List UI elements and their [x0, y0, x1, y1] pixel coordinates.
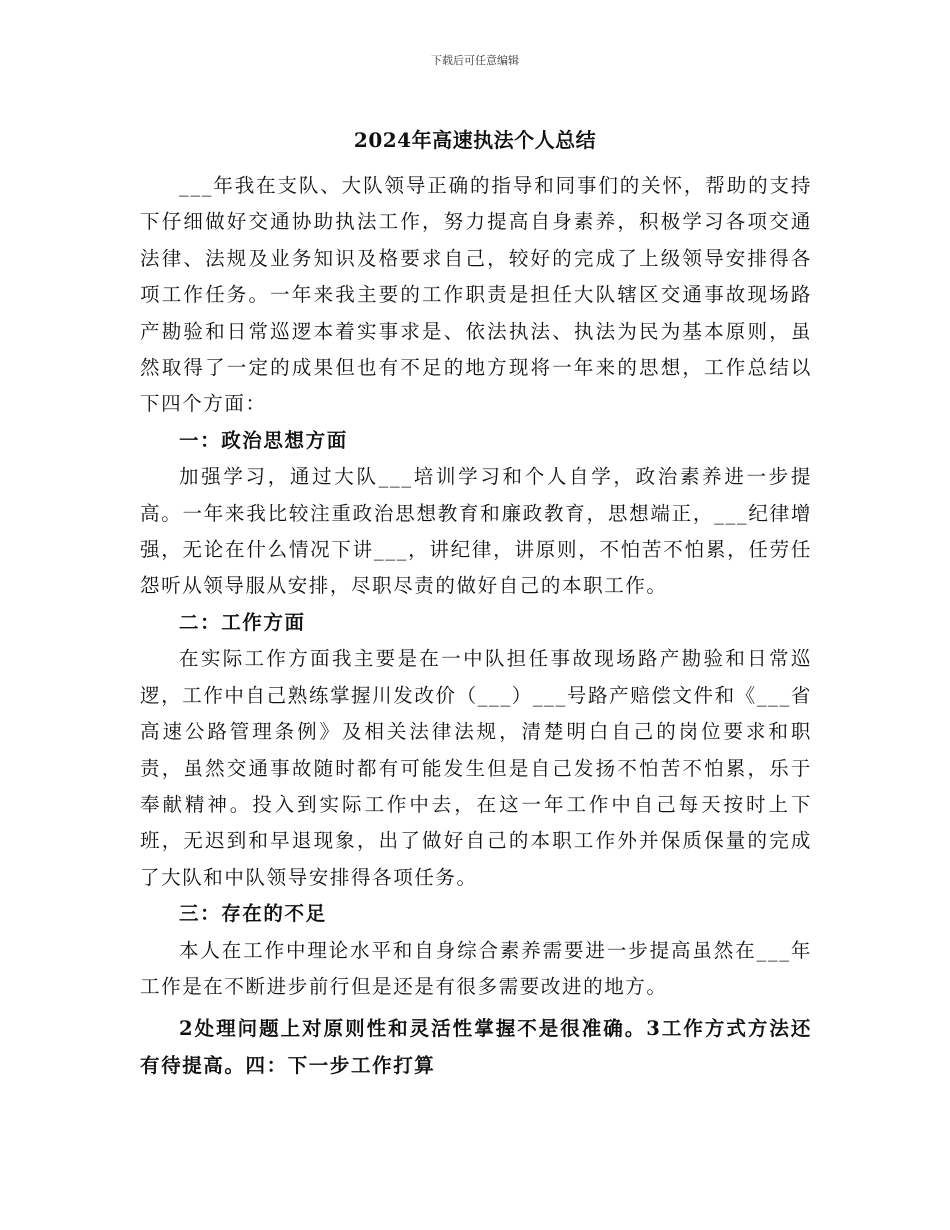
section-heading-shortcomings: 三：存在的不足: [179, 902, 327, 926]
header-note: 下载后可任意编辑: [431, 54, 519, 67]
document-body: [140, 168, 812, 1084]
closing-paragraph: 2处理问题上对原则性和灵活性掌握不是很准确。3工作方式方法还有待提高。四：下一步工作打算: [140, 1017, 812, 1078]
section-heading-work: 二：工作方面: [179, 610, 306, 634]
section-text-work: 在实际工作方面我主要是在一中队担任事故现场路产勘验和日常巡逻，工作中自己熟练掌握川发改价（___）___号路产赔偿文件和《___省高速公路管理条例》及相关法律法规，清楚明白自己的岗位要求和职责，虽然交通事故随时都有可能发生但是自己发扬不怕苦不怕累，乐于奉献精神。投入到实际工作中去，在这一年工作中自己每天按时上下班，无迟到和早退现象，出了做好自己的本职工作外并保质保量的完成了大队和中队领导安排得各项任务。: [140, 647, 812, 889]
section-heading-politics: 一：政治思想方面: [179, 428, 348, 452]
document-title: 2024年高速执法个人总结: [353, 128, 597, 152]
section-text-politics: 加强学习，通过大队___培训学习和个人自学，政治素养进一步提高。一年来我比较注重政治思想教育和廉政教育，思想端正，___纪律增强，无论在什么情况下讲___，讲纪律，讲原则，不怕苦不怕累，任劳任怨听从领导服从安排，尽职尽责的做好自己的本职工作。: [140, 465, 812, 598]
intro-paragraph: ___年我在支队、大队领导正确的指导和同事们的关怀，帮助的支持下仔细做好交通协助执法工作，努力提高自身素养，积极学习各项交通法律、法规及业务知识及格要求自己，较好的完成了上级领导安排得各项工作任务。一年来我主要的工作职责是担任大队辖区交通事故现场路产勘验和日常巡逻本着实事求是、依法执法、执法为民为基本原则，虽然取得了一定的成果但也有不足的地方现将一年来的思想，工作总结以下四个方面：: [140, 174, 812, 416]
section-text-shortcomings: 本人在工作中理论水平和自身综合素养需要进一步提高虽然在___年工作是在不断进步前行但是还是有很多需要改进的地方。: [140, 938, 812, 998]
